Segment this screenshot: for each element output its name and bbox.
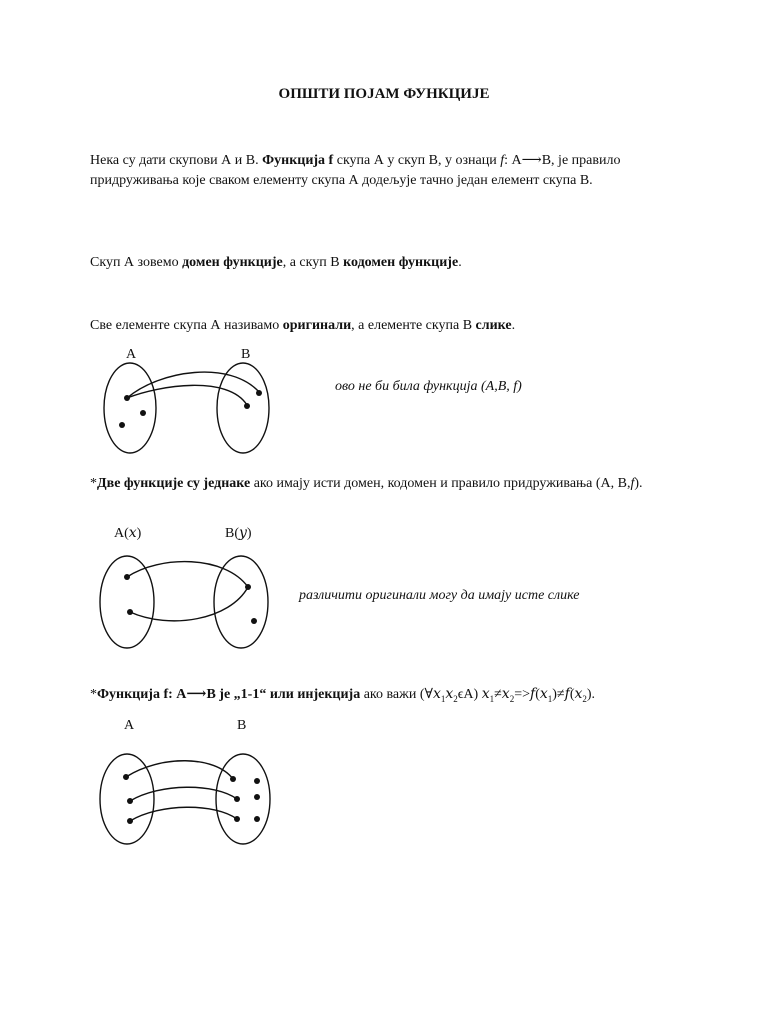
diagram-1-points: [119, 390, 262, 428]
mapping-arrow: [130, 807, 237, 821]
point: [256, 390, 262, 396]
point: [251, 618, 257, 624]
domain-codomain-paragraph: Скуп А зовемо домен функције, а скуп В кодомен функције.: [90, 255, 462, 270]
set-a-ellipse: [100, 556, 154, 648]
point: [127, 609, 133, 615]
injection-paragraph: *Функција f: А⟶В је „1-1“ или инјекција ако важи (∀𝑥$_1$𝑥$_2$ϵА) 𝑥$_1$≠𝑥$_2$=>𝑓(𝑥$_1$)≠𝑓(𝑥$_2$).: [90, 687, 596, 704]
set-a-label: А: [124, 718, 135, 733]
point: [123, 774, 129, 780]
diagram-1: [104, 363, 269, 453]
set-b-label: В: [237, 718, 247, 733]
not-function-note: ово не би била функција (A,B, f): [335, 379, 522, 394]
point: [127, 798, 133, 804]
mapping-arrow: [130, 587, 248, 621]
point: [254, 794, 260, 800]
point: [234, 816, 240, 822]
mapping-arrow: [127, 385, 247, 405]
diagram-3-points: [123, 774, 260, 824]
point: [140, 410, 146, 416]
point: [234, 796, 240, 802]
set-b-label: В(𝑦): [225, 526, 252, 541]
mapping-arrow: [127, 562, 248, 587]
set-a-label: А: [126, 347, 137, 362]
point: [254, 816, 260, 822]
definition-paragraph: Нека су дати скупови А и В. Функција f скупа А у скуп В, у ознаци f: А⟶В, је правило придруживања које сваком елементу скупа А додељује тачно један елемент скупа В.: [90, 153, 621, 188]
same-images-note: различити оригинали могу да имају исте слике: [299, 588, 580, 603]
set-a-label: А(𝑥): [114, 526, 142, 541]
set-b-ellipse: [217, 363, 269, 453]
diagram-3: [100, 754, 270, 844]
set-b-ellipse: [216, 754, 270, 844]
point: [124, 574, 130, 580]
set-a-ellipse: [104, 363, 156, 453]
equal-functions-paragraph: *Две функције су једнаке ако имају исти домен, кодомен и правило придруживања (А, В,f).: [90, 476, 643, 491]
point: [245, 584, 251, 590]
mapping-arrow: [130, 787, 237, 801]
point: [119, 422, 125, 428]
diagram-2: [100, 556, 268, 648]
point: [230, 776, 236, 782]
originals-images-paragraph: Све елементе скупа А називамо оригинали, а елементе скупа В слике.: [90, 318, 516, 333]
set-b-label: В: [241, 347, 251, 362]
point: [244, 403, 250, 409]
point: [127, 818, 133, 824]
point: [124, 395, 130, 401]
mapping-arrow: [126, 761, 233, 779]
set-b-ellipse: [214, 556, 268, 648]
point: [254, 778, 260, 784]
page-title: ОПШТИ ПОЈАМ ФУНКЦИЈЕ: [278, 86, 490, 102]
